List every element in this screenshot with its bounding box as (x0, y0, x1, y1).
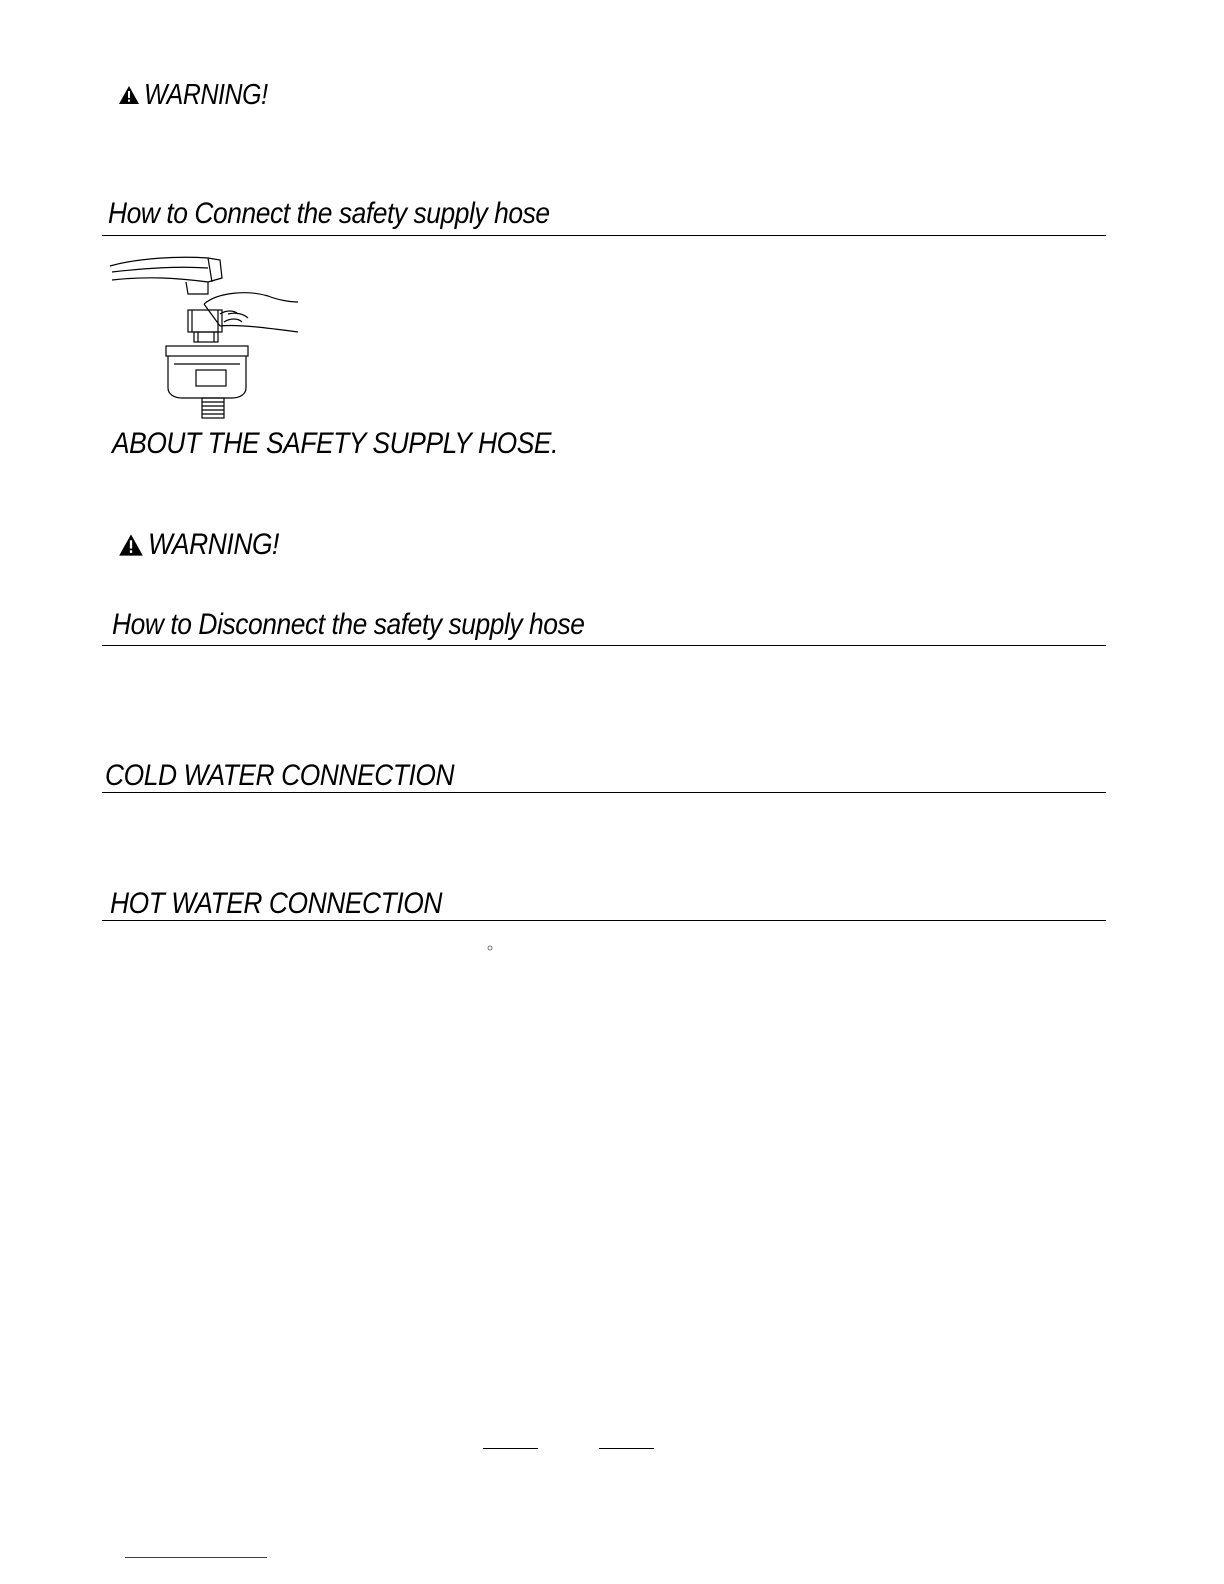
blank-line-2 (599, 1448, 654, 1449)
connect-heading-rule (102, 235, 1106, 236)
hot-water-heading-rule (102, 920, 1106, 921)
warning-triangle-icon (118, 85, 140, 105)
blank-line-1 (483, 1448, 538, 1449)
hot-water-heading: HOT WATER CONNECTION (110, 887, 442, 920)
link-underline[interactable] (125, 1557, 267, 1558)
cold-water-heading: COLD WATER CONNECTION (105, 759, 455, 792)
cold-water-heading-rule (102, 792, 1106, 793)
connect-heading: How to Connect the safety supply hose (108, 197, 550, 230)
warning-text: WARNING! (148, 528, 279, 561)
warning-label-2 (118, 528, 297, 562)
hose-connection-illustration (108, 252, 308, 422)
warning-triangle-icon (118, 533, 144, 557)
disconnect-heading-rule (102, 645, 1106, 646)
degree-mark-icon (487, 945, 493, 951)
disconnect-heading: How to Disconnect the safety supply hose (112, 608, 585, 641)
warning-label-1 (118, 78, 288, 112)
warning-text: WARNING! (144, 79, 268, 111)
about-heading: ABOUT THE SAFETY SUPPLY HOSE. (112, 427, 558, 460)
